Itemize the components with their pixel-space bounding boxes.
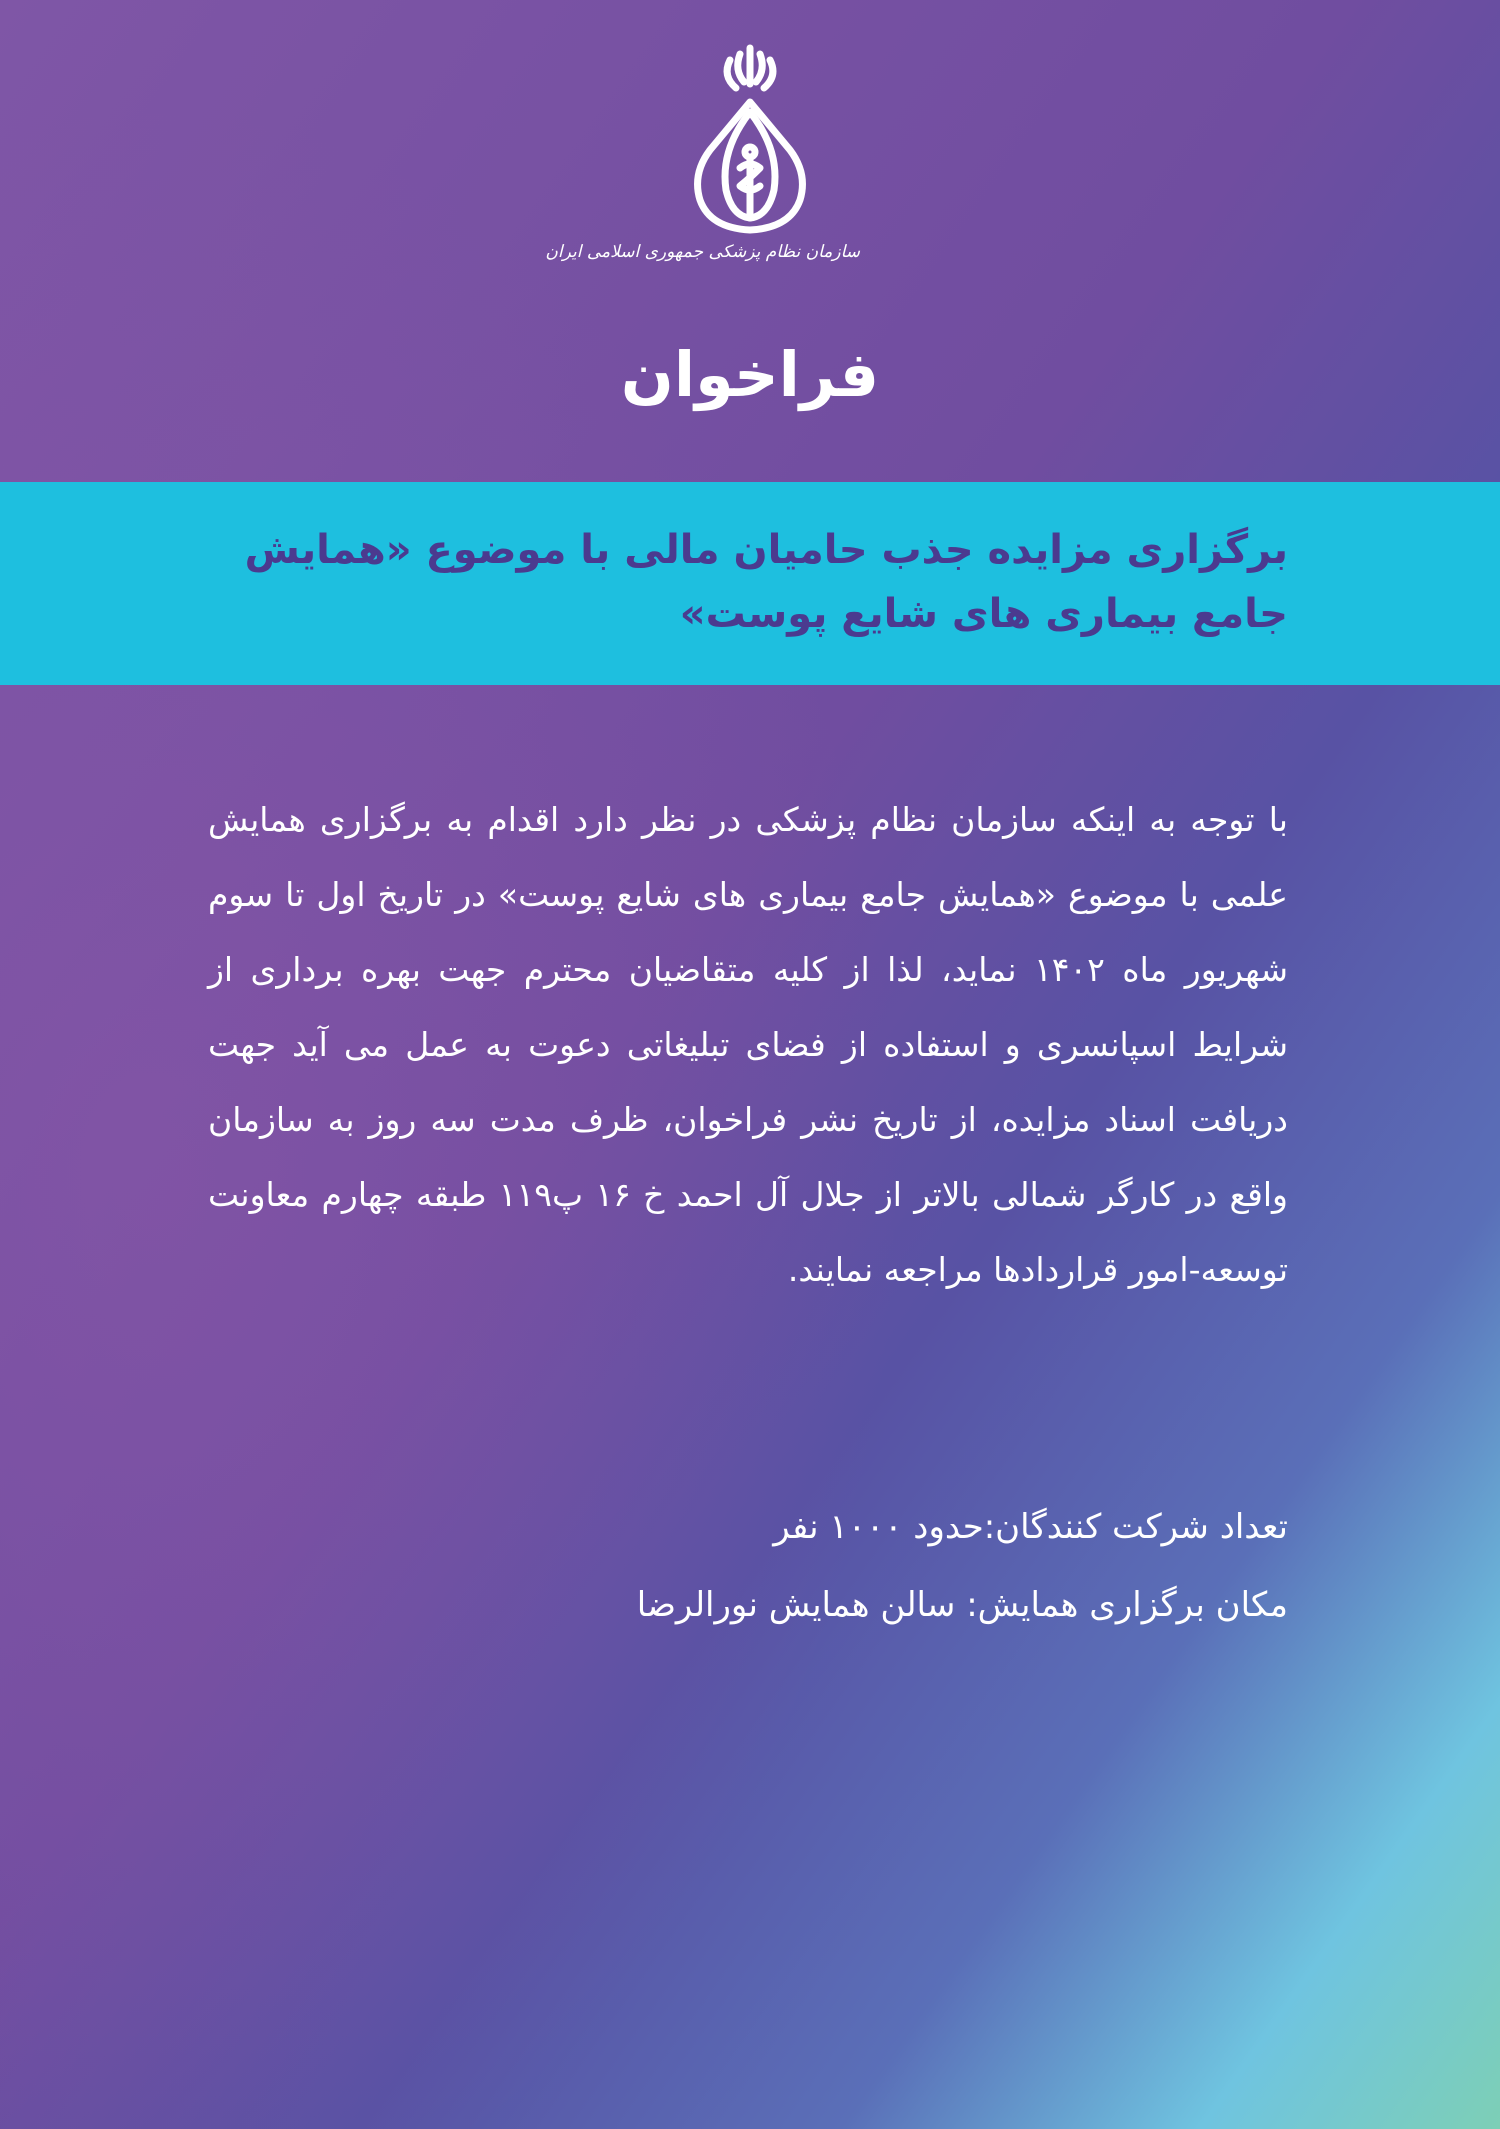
subject-band bbox=[0, 482, 1500, 685]
announcement-body: با توجه به اینکه سازمان نظام پزشکی در نظر دارد اقدام به برگزاری همایش علمی با موضوع «همایش جامع بیماری های شایع پوست» در تاریخ اول تا سوم شهریور ماه ۱۴۰۲ نماید، لذا از کلیه متقاضیان محترم جهت بهره برداری از شرایط اسپانسری و استفاده از فضای تبلیغاتی دعوت به عمل می آید جهت دریافت اسناد مزایده، از تاریخ نشر فراخوان، ظرف مدت سه روز به سازمان واقع در کارگر شمالی بالاتر از جلال آل احمد خ ۱۶ پ۱۱۹ طبقه چهارم معاونت توسعه-امور قراردادها مراجعه نمایند. bbox=[208, 800, 1288, 1289]
organization-name: سازمان نظام پزشکی جمهوری اسلامی ایران bbox=[545, 242, 860, 262]
medical-council-emblem-icon bbox=[640, 40, 860, 240]
organization-logo bbox=[545, 40, 860, 290]
subject-heading: برگزاری مزایده جذب حامیان مالی با موضوع «همایش جامع بیماری های شایع پوست» bbox=[244, 527, 1288, 637]
participants-count: تعداد شرکت کنندگان:حدود ۱۰۰۰ نفر bbox=[773, 1507, 1288, 1547]
event-details bbox=[208, 1488, 1288, 1644]
page-title: فراخوان bbox=[620, 338, 880, 411]
event-venue: مکان برگزاری همایش: سالن همایش نورالرضا bbox=[636, 1585, 1288, 1625]
